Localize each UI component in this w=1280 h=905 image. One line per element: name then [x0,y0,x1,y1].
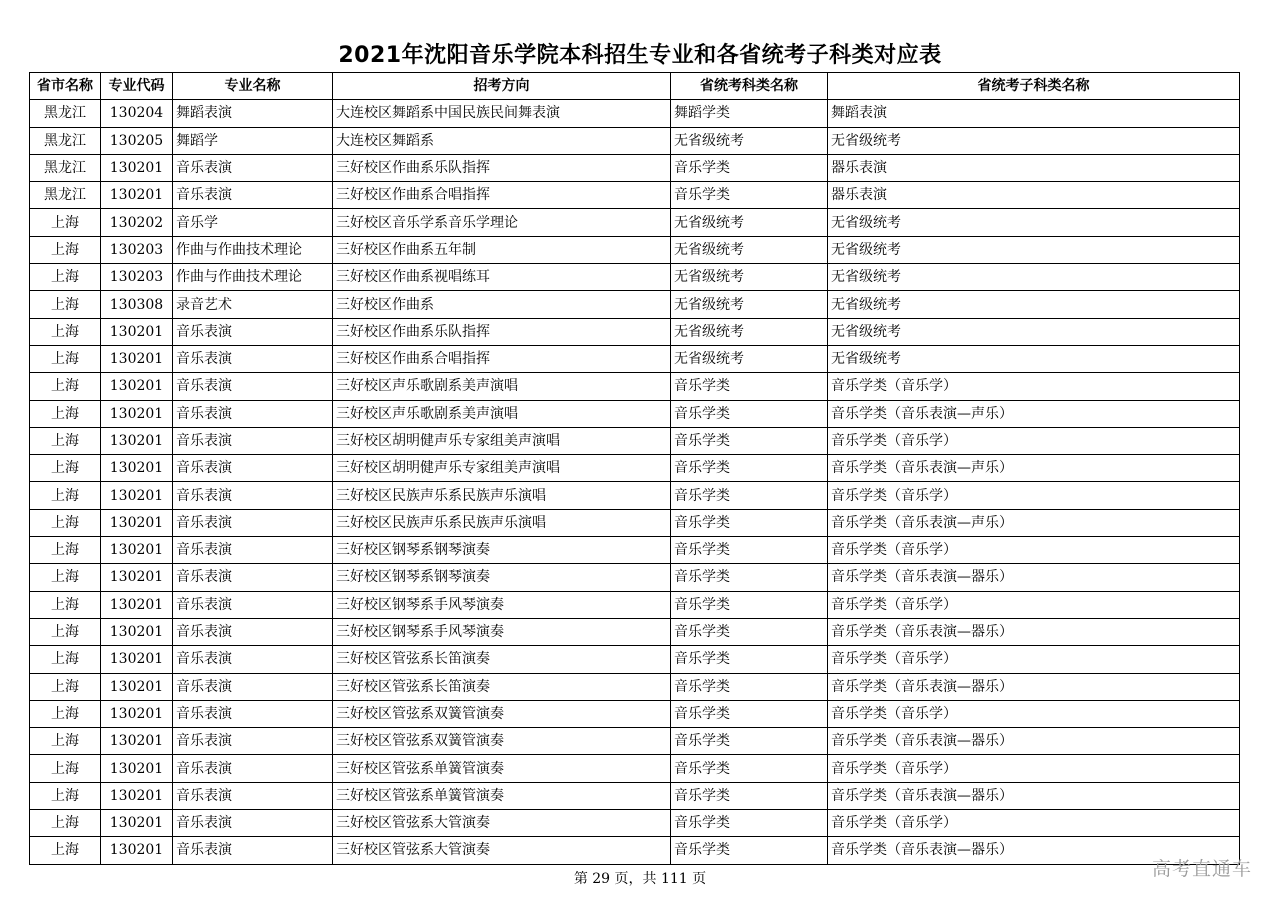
cell-major-name: 音乐表演 [173,455,333,482]
cell-subcategory: 音乐学类（音乐表演—声乐） [828,509,1240,536]
cell-province: 上海 [30,345,101,372]
cell-major-code: 130201 [101,728,173,755]
cell-direction: 三好校区作曲系 [333,291,671,318]
cell-subcategory: 无省级统考 [828,127,1240,154]
cell-major-code: 130201 [101,837,173,864]
cell-major-name: 舞蹈表演 [173,100,333,127]
cell-province: 黑龙江 [30,127,101,154]
watermark: 高考直通车 [1151,858,1252,880]
table-row [30,154,1240,181]
table-row [30,100,1240,127]
cell-province: 上海 [30,810,101,837]
cell-major-name: 音乐表演 [173,427,333,454]
cell-major-code: 130201 [101,373,173,400]
table-row [30,291,1240,318]
cell-major-code: 130201 [101,810,173,837]
cell-direction: 三好校区音乐学系音乐学理论 [333,209,671,236]
cell-direction: 三好校区作曲系合唱指挥 [333,182,671,209]
cell-category: 音乐学类 [671,400,828,427]
cell-category: 音乐学类 [671,591,828,618]
cell-province: 上海 [30,455,101,482]
cell-category: 无省级统考 [671,236,828,263]
cell-major-code: 130201 [101,591,173,618]
cell-category: 无省级统考 [671,127,828,154]
cell-direction: 三好校区钢琴系钢琴演奏 [333,564,671,591]
cell-direction: 三好校区作曲系五年制 [333,236,671,263]
cell-major-code: 130203 [101,264,173,291]
cell-province: 上海 [30,318,101,345]
table-row [30,209,1240,236]
cell-direction: 三好校区管弦系双簧管演奏 [333,728,671,755]
cell-direction: 三好校区民族声乐系民族声乐演唱 [333,482,671,509]
cell-province: 上海 [30,427,101,454]
cell-major-code: 130201 [101,154,173,181]
cell-province: 上海 [30,673,101,700]
cell-subcategory: 音乐学类（音乐学） [828,427,1240,454]
cell-province: 上海 [30,509,101,536]
cell-category: 音乐学类 [671,373,828,400]
cell-direction: 三好校区作曲系合唱指挥 [333,345,671,372]
cell-category: 音乐学类 [671,537,828,564]
cell-major-code: 130201 [101,782,173,809]
cell-major-code: 130201 [101,618,173,645]
table-row [30,482,1240,509]
cell-direction: 三好校区民族声乐系民族声乐演唱 [333,509,671,536]
cell-province: 上海 [30,782,101,809]
cell-subcategory: 无省级统考 [828,345,1240,372]
cell-direction: 三好校区管弦系大管演奏 [333,837,671,864]
cell-major-name: 音乐表演 [173,345,333,372]
cell-major-code: 130308 [101,291,173,318]
cell-subcategory: 无省级统考 [828,209,1240,236]
cell-major-code: 130201 [101,755,173,782]
table-row [30,728,1240,755]
table-row [30,618,1240,645]
cell-major-code: 130201 [101,455,173,482]
table-row [30,264,1240,291]
table-row [30,564,1240,591]
table-row [30,455,1240,482]
cell-major-name: 录音艺术 [173,291,333,318]
cell-category: 音乐学类 [671,618,828,645]
header-major-code: 专业代码 [101,73,173,100]
cell-category: 音乐学类 [671,427,828,454]
cell-major-name: 舞蹈学 [173,127,333,154]
header-province: 省市名称 [30,73,101,100]
cell-major-code: 130201 [101,564,173,591]
cell-direction: 三好校区钢琴系手风琴演奏 [333,618,671,645]
cell-subcategory: 舞蹈表演 [828,100,1240,127]
cell-province: 上海 [30,728,101,755]
cell-category: 音乐学类 [671,182,828,209]
cell-subcategory: 音乐学类（音乐学） [828,646,1240,673]
cell-major-code: 130201 [101,318,173,345]
cell-direction: 三好校区管弦系长笛演奏 [333,673,671,700]
cell-major-code: 130201 [101,400,173,427]
cell-direction: 三好校区管弦系单簧管演奏 [333,782,671,809]
cell-direction: 三好校区作曲系视唱练耳 [333,264,671,291]
cell-category: 音乐学类 [671,728,828,755]
cell-province: 上海 [30,618,101,645]
page-footer: 第 29 页，共 111 页 [573,871,707,887]
cell-province: 上海 [30,837,101,864]
cell-subcategory: 音乐学类（音乐表演—器乐） [828,782,1240,809]
cell-major-name: 作曲与作曲技术理论 [173,264,333,291]
cell-major-name: 音乐表演 [173,646,333,673]
table-row [30,345,1240,372]
cell-major-name: 音乐表演 [173,400,333,427]
cell-subcategory: 音乐学类（音乐表演—器乐） [828,837,1240,864]
cell-category: 音乐学类 [671,509,828,536]
cell-province: 上海 [30,755,101,782]
cell-category: 无省级统考 [671,264,828,291]
table-row [30,318,1240,345]
cell-major-name: 音乐表演 [173,618,333,645]
cell-category: 无省级统考 [671,318,828,345]
cell-direction: 三好校区管弦系长笛演奏 [333,646,671,673]
cell-province: 上海 [30,646,101,673]
cell-category: 无省级统考 [671,345,828,372]
cell-direction: 大连校区舞蹈系中国民族民间舞表演 [333,100,671,127]
cell-major-code: 130201 [101,482,173,509]
cell-province: 上海 [30,373,101,400]
cell-major-name: 音乐表演 [173,700,333,727]
cell-major-name: 音乐表演 [173,782,333,809]
cell-subcategory: 无省级统考 [828,318,1240,345]
table-row [30,427,1240,454]
cell-province: 黑龙江 [30,182,101,209]
cell-major-name: 音乐表演 [173,591,333,618]
cell-province: 上海 [30,236,101,263]
cell-category: 音乐学类 [671,673,828,700]
table-row [30,591,1240,618]
cell-subcategory: 音乐学类（音乐表演—声乐） [828,455,1240,482]
cell-direction: 三好校区管弦系双簧管演奏 [333,700,671,727]
major-table [29,72,1240,865]
cell-province: 上海 [30,209,101,236]
cell-subcategory: 音乐学类（音乐表演—器乐） [828,728,1240,755]
cell-province: 上海 [30,537,101,564]
cell-subcategory: 无省级统考 [828,264,1240,291]
header-direction: 招考方向 [333,73,671,100]
cell-major-code: 130201 [101,700,173,727]
cell-major-name: 音乐表演 [173,837,333,864]
cell-direction: 三好校区钢琴系手风琴演奏 [333,591,671,618]
cell-subcategory: 音乐学类（音乐学） [828,810,1240,837]
cell-major-name: 音乐表演 [173,182,333,209]
cell-province: 上海 [30,564,101,591]
table-row [30,782,1240,809]
table-row [30,400,1240,427]
cell-major-code: 130201 [101,537,173,564]
cell-major-name: 音乐表演 [173,537,333,564]
cell-major-code: 130205 [101,127,173,154]
cell-category: 音乐学类 [671,837,828,864]
cell-major-name: 音乐表演 [173,810,333,837]
table-row [30,755,1240,782]
cell-direction: 大连校区舞蹈系 [333,127,671,154]
table-row [30,236,1240,263]
cell-direction: 三好校区声乐歌剧系美声演唱 [333,400,671,427]
table-row [30,810,1240,837]
table-body [30,100,1240,864]
cell-province: 上海 [30,591,101,618]
cell-subcategory: 音乐学类（音乐表演—器乐） [828,564,1240,591]
cell-major-name: 音乐表演 [173,318,333,345]
cell-province: 上海 [30,700,101,727]
cell-subcategory: 无省级统考 [828,291,1240,318]
table-row [30,646,1240,673]
cell-subcategory: 音乐学类（音乐学） [828,373,1240,400]
cell-province: 黑龙江 [30,154,101,181]
cell-major-code: 130201 [101,345,173,372]
table-row [30,837,1240,864]
cell-category: 音乐学类 [671,564,828,591]
cell-direction: 三好校区声乐歌剧系美声演唱 [333,373,671,400]
cell-major-name: 音乐学 [173,209,333,236]
cell-direction: 三好校区管弦系大管演奏 [333,810,671,837]
cell-subcategory: 音乐学类（音乐学） [828,591,1240,618]
table-row [30,700,1240,727]
cell-subcategory: 音乐学类（音乐表演—声乐） [828,400,1240,427]
cell-category: 音乐学类 [671,810,828,837]
cell-major-name: 音乐表演 [173,564,333,591]
table-header-row [30,73,1240,100]
cell-subcategory: 音乐学类（音乐表演—器乐） [828,618,1240,645]
cell-direction: 三好校区胡明健声乐专家组美声演唱 [333,455,671,482]
table-row [30,127,1240,154]
cell-major-name: 音乐表演 [173,728,333,755]
cell-subcategory: 音乐学类（音乐学） [828,537,1240,564]
header-subcategory: 省统考子科类名称 [828,73,1240,100]
cell-direction: 三好校区钢琴系钢琴演奏 [333,537,671,564]
cell-subcategory: 器乐表演 [828,154,1240,181]
cell-major-name: 音乐表演 [173,482,333,509]
header-category: 省统考科类名称 [671,73,828,100]
cell-major-code: 130201 [101,427,173,454]
cell-direction: 三好校区作曲系乐队指挥 [333,318,671,345]
cell-province: 黑龙江 [30,100,101,127]
cell-subcategory: 器乐表演 [828,182,1240,209]
cell-subcategory: 无省级统考 [828,236,1240,263]
table-row [30,673,1240,700]
cell-subcategory: 音乐学类（音乐学） [828,482,1240,509]
cell-province: 上海 [30,400,101,427]
cell-category: 音乐学类 [671,455,828,482]
cell-direction: 三好校区作曲系乐队指挥 [333,154,671,181]
cell-major-name: 音乐表演 [173,755,333,782]
cell-category: 音乐学类 [671,700,828,727]
cell-category: 舞蹈学类 [671,100,828,127]
cell-province: 上海 [30,264,101,291]
cell-province: 上海 [30,291,101,318]
cell-major-name: 作曲与作曲技术理论 [173,236,333,263]
cell-category: 音乐学类 [671,482,828,509]
cell-major-code: 130201 [101,673,173,700]
cell-province: 上海 [30,482,101,509]
cell-direction: 三好校区管弦系单簧管演奏 [333,755,671,782]
cell-major-name: 音乐表演 [173,373,333,400]
cell-major-code: 130201 [101,646,173,673]
page-title: 2021年沈阳音乐学院本科招生专业和各省统考子科类对应表 [338,43,942,68]
cell-category: 无省级统考 [671,209,828,236]
cell-major-code: 130201 [101,182,173,209]
cell-major-code: 130203 [101,236,173,263]
cell-category: 音乐学类 [671,782,828,809]
table-row [30,182,1240,209]
cell-major-name: 音乐表演 [173,509,333,536]
table-row [30,373,1240,400]
cell-subcategory: 音乐学类（音乐学） [828,700,1240,727]
cell-major-code: 130202 [101,209,173,236]
cell-subcategory: 音乐学类（音乐学） [828,755,1240,782]
cell-major-name: 音乐表演 [173,154,333,181]
table-row [30,509,1240,536]
cell-major-code: 130201 [101,509,173,536]
table-row [30,537,1240,564]
cell-category: 音乐学类 [671,154,828,181]
cell-subcategory: 音乐学类（音乐表演—器乐） [828,673,1240,700]
cell-category: 音乐学类 [671,755,828,782]
cell-major-code: 130204 [101,100,173,127]
cell-category: 音乐学类 [671,646,828,673]
cell-major-name: 音乐表演 [173,673,333,700]
cell-direction: 三好校区胡明健声乐专家组美声演唱 [333,427,671,454]
header-major-name: 专业名称 [173,73,333,100]
cell-category: 无省级统考 [671,291,828,318]
